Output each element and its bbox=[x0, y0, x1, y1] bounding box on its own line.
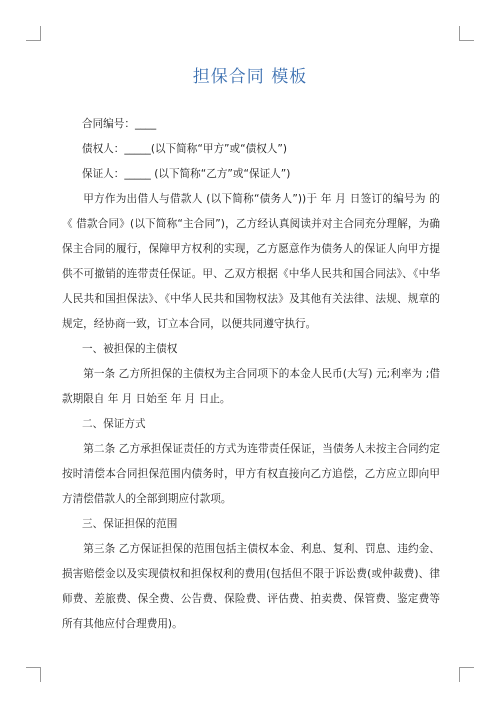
contract-number-line: 合同编号：____ bbox=[82, 118, 157, 130]
section-text-3: 第三条 乙方保证担保的范围包括主债权本金、利息、复利、罚息、违约金、损害赔偿金以及实现债权和担保权利的费用(包括但不限于诉讼费(或仲裁费)、律师费、差旅费、保全费、公告费、保险费、评估费、拍卖费、保管费、鉴定费等所有其他应付合理费用)。 bbox=[62, 543, 440, 630]
crop-mark-bottom-left bbox=[26, 667, 41, 682]
section-text-2: 第二条 乙方承担保证责任的方式为连带责任保证，当债务人未按主合同约定按时清偿本合同担保范围内债务时，甲方有权直接向乙方追偿，乙方应立即向甲方清偿借款人的全部到期应付款项。 bbox=[62, 443, 440, 505]
crop-mark-top-left bbox=[26, 26, 41, 41]
section-heading-2: 二、保证方式 bbox=[82, 418, 146, 430]
section-text-1: 第一条 乙方所担保的主债权为主合同项下的本金人民币(大写) 元;利率为 ;借款期限自 年 月 日始至 年 月 日止。 bbox=[62, 368, 440, 405]
guarantor-line: 保证人：_____ (以下简称“乙方”或“保证人”) bbox=[82, 168, 291, 180]
creditor-line: 债权人：_____(以下简称“甲方”或“债权人”) bbox=[82, 143, 288, 155]
section-heading-3: 三、保证担保的范围 bbox=[82, 518, 178, 530]
crop-mark-bottom-right bbox=[459, 667, 474, 682]
section-heading-1: 一、被担保的主债权 bbox=[82, 343, 178, 355]
document-title: 担保合同 模板 bbox=[192, 67, 308, 87]
document-body bbox=[62, 112, 440, 637]
preamble-paragraph: 甲方作为出借人与借款人 (以下简称“债务人”))于 年 月 日签订的编号为 的《 借款合同》(以下简称“主合同”)，乙方经认真阅读并对主合同充分理解，为确保主合同的履行，保障甲方权利的实现，乙方愿意作为债务人的保证人向甲方提供不可撤销的连带责任保证。甲、乙双方根据《中华人民共和国合同法》、《中华人民共和国担保法》、《中华人民共和国物权法》及其他有关法律、法规、规章的规定，经协商一致，订立本合同，以便共同遵守执行。 bbox=[62, 193, 440, 330]
crop-mark-top-right bbox=[459, 26, 474, 41]
